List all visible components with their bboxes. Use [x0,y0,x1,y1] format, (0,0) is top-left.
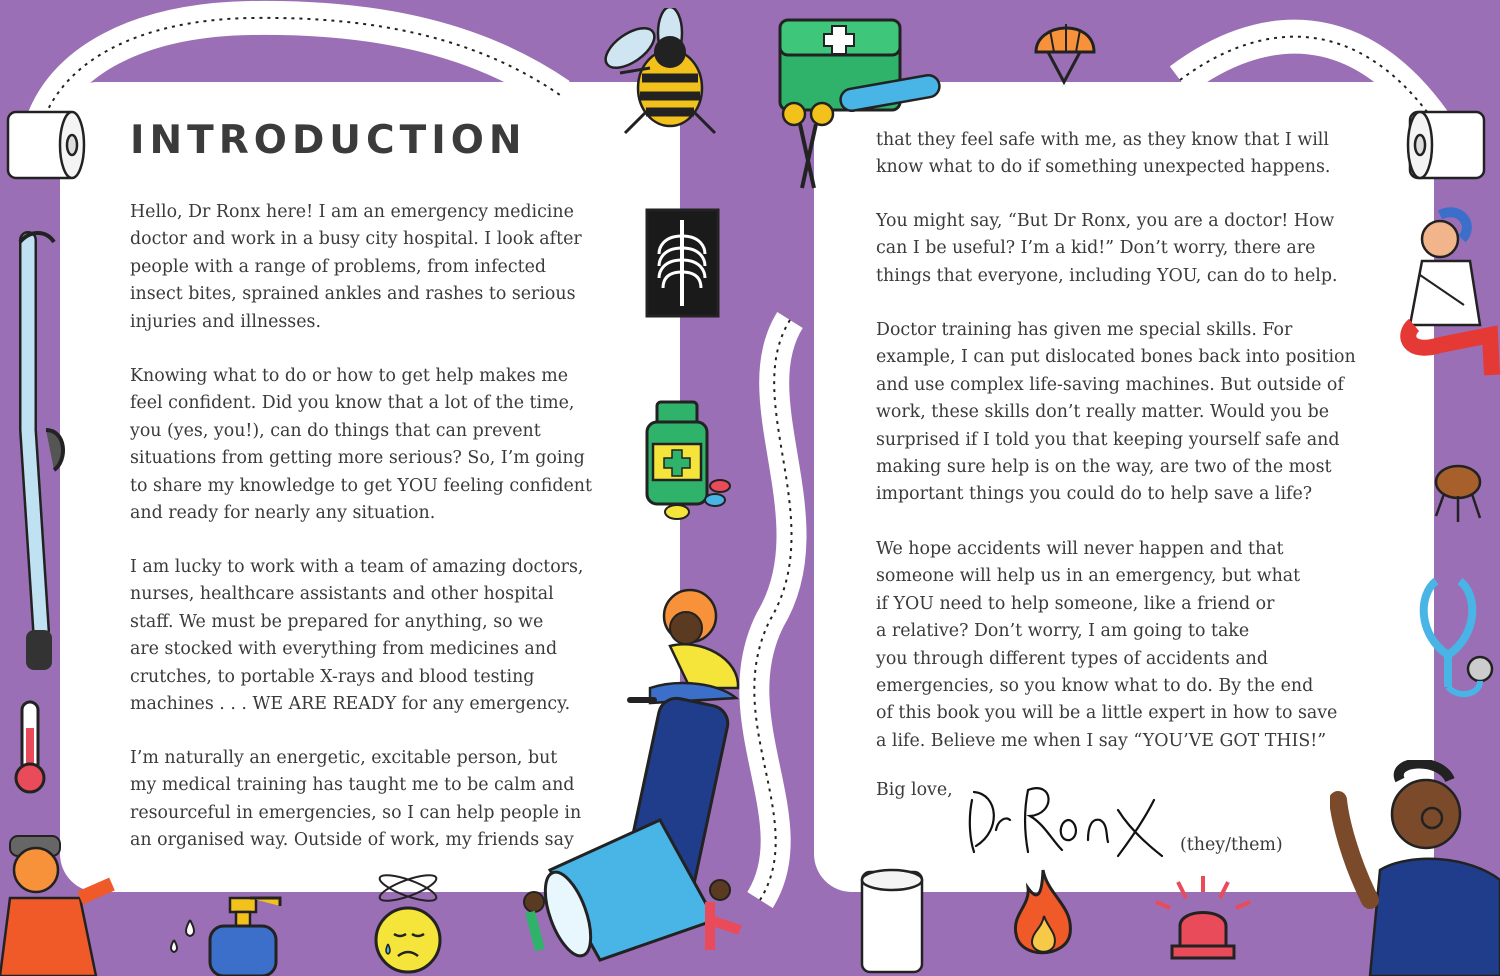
left-paragraph-4 [130,745,581,855]
text-line: I’m naturally an energetic, excitable person, but [130,748,558,768]
flea-icon [1428,456,1488,526]
text-line: of this book you will be a little expert in how to save [876,703,1338,724]
text-line: a relative? Don’t worry, I am going to take [876,621,1250,642]
crutch-icon [6,230,86,680]
fire-icon [1008,866,1078,966]
text-line: feel confident. Did you know that a lot of the time, [130,393,575,414]
text-line: crutches, to portable X-rays and blood testing [130,666,535,687]
text-line: Knowing what to do or how to get help makes me [130,366,569,386]
right-paragraph-4 [876,536,1337,755]
right-paragraph-2 [876,208,1338,290]
text-line: I am lucky to work with a team of amazing doctors, [130,557,584,577]
stethoscope-icon [1418,575,1500,705]
text-line: nurses, healthcare assistants and other hospital [130,584,554,605]
pronouns: (they/them) [1180,835,1283,855]
bike-helmet-icon [1030,12,1100,92]
thermometer-icon [8,698,52,798]
text-line: to share my knowledge to get YOU feeling confident [130,475,592,496]
left-paragraph-2 [130,363,592,527]
text-line: someone will help us in an emergency, but what [876,566,1301,587]
text-line: injuries and illnesses. [130,311,321,332]
dizzy-face-icon [368,870,448,976]
left-paragraph-3 [130,554,583,718]
text-line: surprised if I told you that keeping yourself safe and [876,429,1340,450]
scissors-icon [780,100,840,195]
text-line: and use complex life-saving machines. But outside of [876,374,1344,395]
bee-icon [600,8,720,138]
text-line: work, these skills don’t really matter. Would you be [876,402,1330,423]
text-line: you through different types of accidents and [876,648,1269,669]
text-line: example, I can put dislocated bones back into position [876,347,1356,368]
siren-icon [1148,872,1258,962]
text-line: an organised way. Outside of work, my friends say [130,830,574,851]
text-line: emergencies, so you know what to do. By the end [876,676,1314,697]
text-line: know what to do if something unexpected happens. [876,157,1331,178]
text-line: things that everyone, including YOU, can do to help. [876,265,1338,286]
text-line: that they feel safe with me, as they know that I will [876,130,1329,150]
text-line: Hello, Dr Ronx here! I am an emergency medicine [130,202,574,222]
signature [958,770,1168,860]
text-line: insect bites, sprained ankles and rashes to serious [130,284,576,305]
page-title: INTRODUCTION [130,118,527,163]
text-line: a life. Believe me when I say “YOU’VE GOT THIS!” [876,730,1327,751]
right-paragraph-3 [876,317,1356,509]
xray-icon [645,208,720,318]
person-with-sling-illustration [1400,205,1500,385]
text-line: situations from getting more serious? So, I’m going [130,448,585,469]
text-line: people with a range of problems, from infected [130,256,546,277]
text-line: are stocked with everything from medicines and [130,639,558,660]
text-line: doctor and work in a busy city hospital. I look after [130,229,582,250]
text-line: can I be useful? I’m a kid!” Don’t worry, there are [876,238,1316,259]
text-line: if YOU need to help someone, like a friend or [876,593,1275,614]
text-line: Doctor training has given me special skills. For [876,320,1293,340]
text-line: important things you could do to help save a life? [876,484,1313,505]
text-line: staff. We must be prepared for anything, so we [130,611,544,632]
doctor-waving-illustration [1330,760,1500,976]
text-line: and ready for nearly any situation. [130,503,436,524]
text-line: making sure help is on the way, are two of the most [876,457,1332,478]
medicine-bottle-icon [645,400,740,525]
hand-sanitizer-icon [160,890,320,976]
text-line: resourceful in emergencies, so I can help people in [130,802,582,823]
left-paragraph-1 [130,199,582,336]
signoff: Big love, [876,780,953,800]
right-paragraph-1 [876,127,1330,182]
text-line: my medical training has taught me to be calm and [130,775,575,796]
worker-illustration [0,828,125,976]
text-line: We hope accidents will never happen and that [876,539,1284,559]
text-line: machines . . . WE ARE READY for any emergency. [130,694,571,715]
text-line: You might say, “But Dr Ronx, you are a doctor! How [876,211,1335,231]
text-line: you (yes, you!), can do things that can prevent [130,420,541,441]
